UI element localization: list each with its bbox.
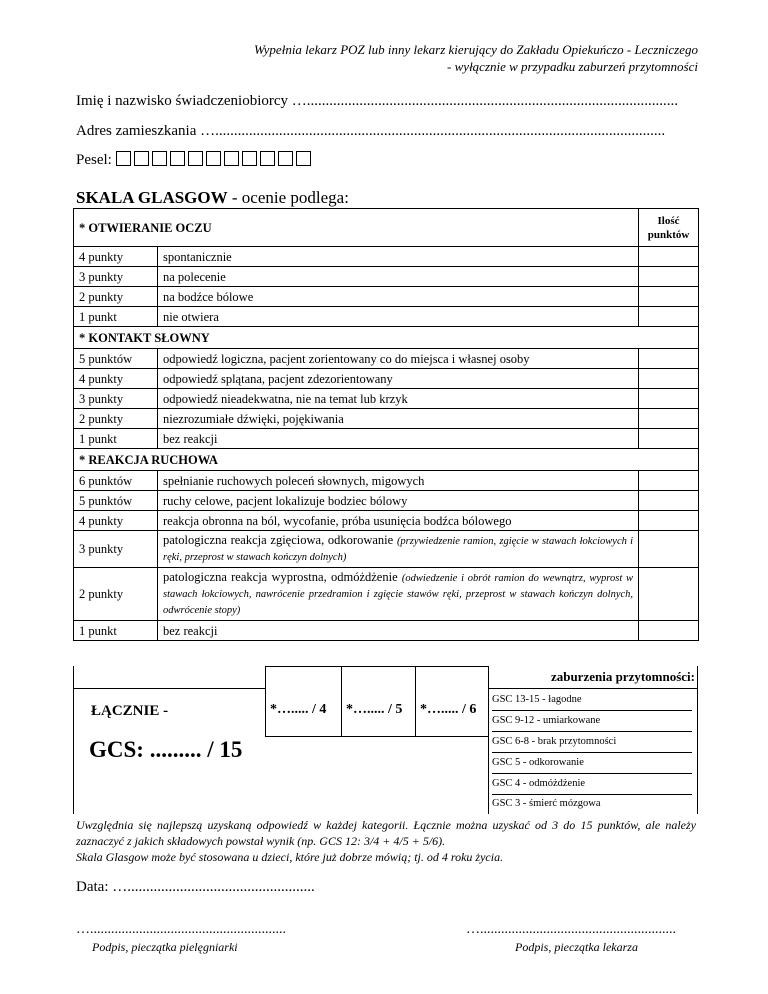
row-points: 4 punkty: [74, 247, 158, 267]
row-desc: bez reakcji: [158, 429, 639, 449]
points-input[interactable]: [639, 531, 699, 568]
pesel-label: Pesel:: [76, 152, 112, 168]
doctor-signature-line[interactable]: …........................................................: [466, 922, 676, 937]
row-desc: odpowiedź splątana, pacjent zdezorientowany: [158, 369, 639, 389]
points-input[interactable]: [639, 471, 699, 491]
note-line-2: Skala Glasgow może być stosowana u dzieci, które już dobrze mówią; tj. od 4 roku życia.: [76, 850, 504, 864]
total-label: ŁĄCZNIE -: [91, 703, 169, 719]
row-desc-main: patologiczna reakcja zgięciowa, odkorowanie: [163, 533, 394, 547]
points-input[interactable]: [639, 349, 699, 369]
row-points: 2 punkty: [74, 568, 158, 621]
header-line-2: - wyłącznie w przypadku zaburzeń przytomności: [447, 59, 698, 74]
level-item: GSC 5 - odkorowanie: [492, 752, 692, 774]
subscore-motor[interactable]: *…..... / 6: [420, 702, 477, 717]
header-line-1: Wypełnia lekarz POZ lub inny lekarz kierujący do Zakładu Opiekuńczo - Leczniczego: [254, 42, 698, 57]
disturbance-levels: [488, 688, 698, 814]
row-points: 5 punktów: [74, 349, 158, 369]
level-item: GSC 6-8 - brak przytomności: [492, 731, 692, 753]
row-points: 2 punkty: [74, 287, 158, 307]
pesel-digit-box[interactable]: [278, 151, 293, 166]
scale-title: [76, 188, 349, 208]
row-desc: reakcja obronna na ból, wycofanie, próba usunięcia bodźca bólowego: [158, 511, 639, 531]
points-input[interactable]: [639, 429, 699, 449]
row-desc: odpowiedź logiczna, pacjent zorientowany co do miejsca i własnej osoby: [158, 349, 639, 369]
row-desc: [158, 568, 639, 621]
points-input[interactable]: [639, 267, 699, 287]
summary-area: [73, 666, 698, 814]
row-desc: na polecenie: [158, 267, 639, 287]
pesel-digit-box[interactable]: [206, 151, 221, 166]
address-field[interactable]: Adres zamieszkania …........................................................................................................................: [76, 123, 666, 139]
note-line-1: Uwzględnia się najlepszą uzyskaną odpowiedź w każdej kategorii. Łącznie można uzyskać od 3 do 15 punktów, ale należy zaznaczyć z jakich składowych powstał wynik (np. GCS 12: 3/4 + 4/5 + 5/6).: [76, 818, 696, 848]
points-input[interactable]: [639, 389, 699, 409]
glasgow-table: [73, 208, 699, 641]
row-desc: ruchy celowe, pacjent lokalizuje bodziec bólowy: [158, 491, 639, 511]
subscore-eyes[interactable]: *…..... / 4: [270, 702, 327, 717]
points-input[interactable]: [639, 247, 699, 267]
pesel-digit-box[interactable]: [116, 151, 131, 166]
level-item: GSC 3 - śmierć mózgowa: [492, 798, 601, 809]
row-points: 3 punkty: [74, 267, 158, 287]
row-points: 1 punkt: [74, 307, 158, 327]
row-points: 4 punkty: [74, 511, 158, 531]
pesel-digit-box[interactable]: [260, 151, 275, 166]
points-input[interactable]: [639, 369, 699, 389]
pesel-digit-box[interactable]: [134, 151, 149, 166]
subscore-verbal[interactable]: *…..... / 5: [346, 702, 403, 717]
scale-title-bold: SKALA GLASGOW: [76, 188, 228, 207]
level-item: GSC 9-12 - umiarkowane: [492, 710, 692, 732]
points-input[interactable]: [639, 307, 699, 327]
pesel-digit-box[interactable]: [224, 151, 239, 166]
points-header: Ilość punktów: [639, 209, 699, 247]
points-input[interactable]: [639, 568, 699, 621]
row-desc: bez reakcji: [158, 621, 639, 641]
pesel-digit-box[interactable]: [242, 151, 257, 166]
pesel-field: [76, 151, 314, 169]
row-desc: spontanicznie: [158, 247, 639, 267]
points-input[interactable]: [639, 287, 699, 307]
row-points: 3 punkty: [74, 389, 158, 409]
notes: [76, 817, 696, 865]
row-points: 1 punkt: [74, 429, 158, 449]
nurse-signature-line[interactable]: …........................................................: [76, 922, 286, 937]
date-field[interactable]: Data: …..................................................: [76, 879, 315, 895]
nurse-signature-label: Podpis, pieczątka pielęgniarki: [92, 940, 238, 954]
row-points: 1 punkt: [74, 621, 158, 641]
row-points: 5 punktów: [74, 491, 158, 511]
row-desc: spełnianie ruchowych poleceń słownych, migowych: [158, 471, 639, 491]
row-desc: niezrozumiałe dźwięki, pojękiwania: [158, 409, 639, 429]
level-item: GSC 4 - odmóżdżenie: [492, 773, 692, 795]
name-field[interactable]: Imię i nazwisko świadczeniobiorcy …...................................................................................................: [76, 93, 679, 109]
pesel-boxes[interactable]: [116, 152, 314, 168]
scale-title-rest: - ocenie podlega:: [227, 188, 349, 207]
row-points: 3 punkty: [74, 531, 158, 568]
row-desc-note: (odwiedzenie i obrót ramion do wewnątrz, wyprost w stawach łokciowych, nawrócenie przedramion i zgięcie stawów ręki, przeprost w stawach kończyn dolnych, odwrócenie stopy): [163, 573, 634, 616]
row-desc: nie otwiera: [158, 307, 639, 327]
section-title-eyes: * OTWIERANIE OCZU: [74, 209, 639, 247]
row-points: 4 punkty: [74, 369, 158, 389]
section-title-verbal: * KONTAKT SŁOWNY: [74, 327, 699, 349]
pesel-digit-box[interactable]: [170, 151, 185, 166]
points-input[interactable]: [639, 491, 699, 511]
row-desc-main: patologiczna reakcja wyprostna, odmóżdżenie: [163, 570, 398, 584]
points-input[interactable]: [639, 511, 699, 531]
doctor-signature-label: Podpis, pieczątka lekarza: [515, 940, 638, 954]
row-points: 2 punkty: [74, 409, 158, 429]
points-input[interactable]: [639, 621, 699, 641]
gcs-total-field[interactable]: GCS: ......... / 15: [89, 737, 243, 762]
row-desc: na bodźce bólowe: [158, 287, 639, 307]
row-desc-note: (przywiedzenie ramion, zgięcie w stawach łokciowych i ręki, przeprost w stawach kończyn dolnych): [163, 536, 634, 563]
pesel-digit-box[interactable]: [188, 151, 203, 166]
row-desc: odpowiedź nieadekwatna, nie na temat lub krzyk: [158, 389, 639, 409]
pesel-digit-box[interactable]: [152, 151, 167, 166]
level-item: GSC 13-15 - łagodne: [492, 689, 692, 711]
header-note: [138, 41, 698, 75]
points-input[interactable]: [639, 409, 699, 429]
row-desc: [158, 531, 639, 568]
row-points: 6 punktów: [74, 471, 158, 491]
pesel-digit-box[interactable]: [296, 151, 311, 166]
disturbance-title: zaburzenia przytomności:: [550, 669, 695, 684]
section-title-motor: * REAKCJA RUCHOWA: [74, 449, 699, 471]
